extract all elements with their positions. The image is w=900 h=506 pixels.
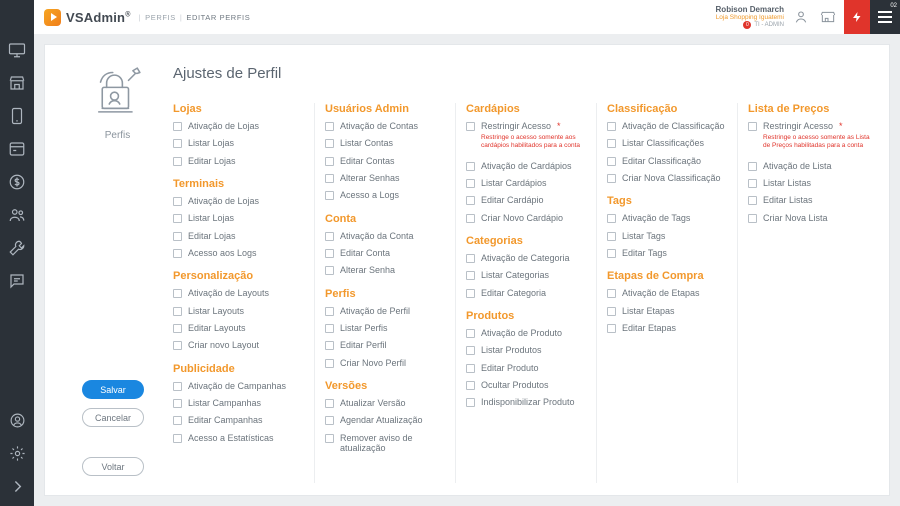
checkbox-box[interactable] bbox=[607, 122, 616, 131]
checkbox-box[interactable] bbox=[466, 196, 475, 205]
checkbox-box[interactable] bbox=[325, 232, 334, 241]
tools-icon[interactable] bbox=[7, 238, 27, 258]
permission-checkbox[interactable] bbox=[325, 231, 447, 241]
group-title: Conta bbox=[325, 212, 357, 225]
mobile-icon[interactable] bbox=[7, 106, 27, 126]
checkbox-box[interactable] bbox=[466, 214, 475, 223]
checkbox-box[interactable] bbox=[607, 214, 616, 223]
permissions-column bbox=[737, 103, 878, 483]
group-title: Versões bbox=[325, 380, 368, 393]
permissions-columns bbox=[173, 103, 879, 483]
permission-checkbox[interactable] bbox=[607, 138, 729, 148]
checkbox-label: Ativação de Campanhas bbox=[188, 380, 287, 391]
checkbox-box[interactable] bbox=[607, 157, 616, 166]
logo-text bbox=[66, 10, 131, 25]
permission-checkbox[interactable] bbox=[325, 138, 447, 148]
permission-checkbox[interactable] bbox=[607, 156, 729, 166]
checkbox-box[interactable] bbox=[466, 254, 475, 263]
checkbox-label: Editar Listas bbox=[763, 195, 813, 206]
permissions-column bbox=[455, 103, 596, 483]
permission-checkbox[interactable] bbox=[748, 213, 870, 223]
group-title: Perfis bbox=[325, 287, 356, 300]
checkbox-label: Ativação de Lojas bbox=[188, 121, 260, 131]
checkbox-box[interactable] bbox=[748, 122, 757, 131]
checkbox-label: Listar Layouts bbox=[188, 305, 245, 316]
permission-group bbox=[607, 103, 729, 183]
menu-button[interactable] bbox=[870, 0, 900, 34]
page-title: Ajustes de Perfil bbox=[173, 65, 282, 82]
permission-checkbox[interactable] bbox=[173, 306, 306, 316]
permission-checkbox[interactable] bbox=[466, 195, 588, 205]
checkbox-label: Editar Tags bbox=[622, 248, 667, 259]
user-info[interactable] bbox=[716, 5, 784, 30]
store-icon[interactable] bbox=[7, 73, 27, 93]
permission-group bbox=[325, 380, 447, 453]
permission-checkbox[interactable] bbox=[325, 398, 447, 408]
checkbox-label: Editar Lojas bbox=[188, 230, 236, 241]
checkbox-box[interactable] bbox=[466, 329, 475, 338]
checkbox-label: Editar Perfil bbox=[340, 340, 387, 351]
permissions-column bbox=[173, 103, 314, 483]
permission-checkbox[interactable] bbox=[173, 248, 306, 258]
checkbox-label: Listar Produtos bbox=[481, 345, 542, 356]
checkbox-box[interactable] bbox=[325, 324, 334, 333]
menu-bar-1 bbox=[878, 11, 892, 13]
checkbox-label: Editar Contas bbox=[340, 155, 395, 166]
checkbox-box[interactable] bbox=[173, 307, 182, 316]
group-title: Personalização bbox=[173, 270, 254, 283]
checkbox-box[interactable] bbox=[607, 232, 616, 241]
checkbox-label: Editar Lojas bbox=[188, 155, 236, 166]
checkbox-label: Editar Conta bbox=[340, 248, 391, 259]
checkbox-box[interactable] bbox=[607, 174, 616, 183]
group-title: Publicidade bbox=[173, 362, 235, 375]
checkbox-label: Acesso a Estatísticas bbox=[188, 432, 274, 443]
user-role-row bbox=[716, 21, 784, 29]
checkbox-box[interactable] bbox=[325, 157, 334, 166]
permission-checkbox[interactable] bbox=[466, 213, 588, 223]
permission-checkbox[interactable] bbox=[607, 288, 729, 298]
persona-block bbox=[65, 61, 170, 141]
permission-group bbox=[607, 270, 729, 333]
checkbox-label: Atualizar Versão bbox=[340, 398, 406, 409]
checkbox-box[interactable] bbox=[325, 249, 334, 258]
people-icon[interactable] bbox=[7, 205, 27, 225]
breadcrumb-item-perfis[interactable]: PERFIS bbox=[145, 12, 176, 22]
permission-checkbox[interactable] bbox=[607, 121, 729, 131]
group-title: Tags bbox=[607, 195, 632, 208]
checkbox-box[interactable] bbox=[325, 191, 334, 200]
notification-badge[interactable]: 0 bbox=[743, 21, 751, 29]
checkbox-box[interactable] bbox=[173, 249, 182, 258]
checkbox-label: Alterar Senha bbox=[340, 265, 396, 276]
persona-label: Perfis bbox=[104, 130, 131, 141]
checkbox-box[interactable] bbox=[325, 307, 334, 316]
permission-checkbox[interactable] bbox=[173, 340, 306, 350]
save-button[interactable]: Salvar bbox=[82, 380, 144, 399]
permission-checkbox[interactable] bbox=[173, 381, 306, 391]
avatar-icon[interactable] bbox=[791, 7, 811, 27]
checkbox-box[interactable] bbox=[173, 214, 182, 223]
checkbox-box[interactable] bbox=[748, 214, 757, 223]
permission-checkbox[interactable] bbox=[748, 121, 870, 131]
permission-checkbox[interactable] bbox=[325, 340, 447, 350]
permission-checkbox[interactable] bbox=[173, 196, 306, 206]
checkbox-box[interactable] bbox=[325, 174, 334, 183]
group-title: Terminais bbox=[173, 178, 225, 191]
group-title: Classificação bbox=[607, 103, 678, 115]
checkbox-box[interactable] bbox=[173, 341, 182, 350]
group-title: Usuários Admin bbox=[325, 103, 409, 115]
checkbox-label: Listar Cardápios bbox=[481, 177, 547, 188]
group-title: Etapas de Compra bbox=[607, 270, 704, 283]
checkbox-label: Listar Listas bbox=[763, 177, 812, 188]
checkbox-box[interactable] bbox=[748, 179, 757, 188]
checkbox-label: Editar Cardápio bbox=[481, 195, 544, 206]
checkbox-label: Remover aviso de atualização bbox=[340, 432, 413, 454]
checkbox-box[interactable] bbox=[466, 364, 475, 373]
checkbox-label: Ativação da Conta bbox=[340, 230, 414, 241]
checkbox-label: Listar Etapas bbox=[622, 305, 675, 316]
checkbox-label: Alterar Senhas bbox=[340, 173, 400, 184]
permission-checkbox[interactable] bbox=[466, 380, 588, 390]
menu-bar-2 bbox=[878, 16, 892, 18]
checkbox-box[interactable] bbox=[607, 249, 616, 258]
user-store: Loja Shopping Iguatemi bbox=[715, 13, 784, 21]
permission-group bbox=[325, 103, 447, 201]
permission-checkbox[interactable] bbox=[466, 270, 588, 280]
checkbox-label: Editar Categoria bbox=[481, 287, 547, 298]
group-title: Produtos bbox=[466, 310, 515, 322]
menu-bar-3 bbox=[878, 21, 892, 23]
card-icon[interactable] bbox=[7, 139, 27, 159]
checkbox-box[interactable] bbox=[325, 341, 334, 350]
chat-icon[interactable] bbox=[7, 271, 27, 291]
checkbox-box[interactable] bbox=[173, 157, 182, 166]
required-asterisk: * bbox=[839, 121, 843, 131]
checkbox-box[interactable] bbox=[748, 162, 757, 171]
checkbox-label: Criar Novo Cardápio bbox=[481, 212, 564, 223]
permission-group bbox=[173, 178, 306, 258]
permission-checkbox[interactable] bbox=[173, 231, 306, 241]
permission-checkbox[interactable] bbox=[607, 306, 729, 316]
checkbox-label: Criar Nova Lista bbox=[763, 212, 828, 223]
checkbox-box[interactable] bbox=[466, 122, 475, 131]
checkbox-box[interactable] bbox=[173, 139, 182, 148]
top-bar-right bbox=[716, 0, 900, 34]
group-title: Cardápios bbox=[466, 103, 520, 115]
permissions-column bbox=[596, 103, 737, 483]
checkbox-box[interactable] bbox=[607, 307, 616, 316]
checkbox-box[interactable] bbox=[325, 359, 334, 368]
alert-button[interactable] bbox=[844, 0, 870, 34]
checkbox-box[interactable] bbox=[173, 324, 182, 333]
checkbox-box[interactable] bbox=[173, 289, 182, 298]
checkbox-label: Ativação de Perfil bbox=[340, 305, 411, 316]
permission-checkbox[interactable] bbox=[466, 253, 588, 263]
permission-checkbox[interactable] bbox=[173, 213, 306, 223]
user-role: TI - ADMIN bbox=[754, 21, 784, 28]
permission-group bbox=[466, 235, 588, 298]
checkbox-box[interactable] bbox=[607, 324, 616, 333]
checkbox-box[interactable] bbox=[325, 266, 334, 275]
permission-group bbox=[466, 103, 588, 223]
checkbox-box[interactable] bbox=[325, 139, 334, 148]
permission-checkbox[interactable] bbox=[325, 173, 447, 183]
money-icon[interactable] bbox=[7, 172, 27, 192]
permission-checkbox[interactable] bbox=[173, 433, 306, 443]
permission-group bbox=[173, 363, 306, 443]
permission-checkbox[interactable] bbox=[607, 231, 729, 241]
checkbox-label: Listar Lojas bbox=[188, 138, 235, 149]
left-icon-rail bbox=[0, 0, 34, 506]
checkbox-box[interactable] bbox=[607, 289, 616, 298]
permission-checkbox[interactable] bbox=[173, 288, 306, 298]
permission-checkbox[interactable] bbox=[325, 306, 447, 316]
checkbox-label: Ativação de Tags bbox=[622, 213, 691, 224]
permission-checkbox[interactable] bbox=[466, 363, 588, 373]
permission-checkbox[interactable] bbox=[325, 156, 447, 166]
checkbox-box[interactable] bbox=[466, 346, 475, 355]
permission-checkbox[interactable] bbox=[748, 161, 870, 171]
permission-group bbox=[173, 103, 306, 166]
checkbox-label: Ativação de Layouts bbox=[188, 288, 270, 299]
checkbox-box[interactable] bbox=[466, 398, 475, 407]
group-title: Lista de Preços bbox=[748, 103, 830, 115]
user-icon[interactable] bbox=[7, 410, 27, 430]
checkbox-label: Editar Campanhas bbox=[188, 415, 263, 426]
user-name: Robison Demarch bbox=[715, 4, 784, 14]
checkbox-label: Indisponibilizar Produto bbox=[481, 397, 575, 408]
checkbox-label: Listar Classificações bbox=[622, 138, 705, 149]
permission-checkbox[interactable] bbox=[466, 121, 588, 131]
required-asterisk: * bbox=[557, 121, 561, 131]
profile-illustration-icon bbox=[83, 61, 153, 119]
permissions-column bbox=[314, 103, 455, 483]
checkbox-label: Restringir Acesso bbox=[763, 121, 834, 131]
checkbox-label: Criar Novo Perfil bbox=[340, 357, 407, 368]
permission-checkbox[interactable] bbox=[466, 161, 588, 171]
checkbox-label: Ativação de Etapas bbox=[622, 288, 700, 299]
group-note: Restringe o acesso somente aos cardápios habilitados para a conta bbox=[481, 134, 581, 150]
checkbox-box[interactable] bbox=[173, 416, 182, 425]
profile-settings-card bbox=[44, 44, 890, 496]
back-button[interactable]: Voltar bbox=[82, 457, 144, 476]
permission-checkbox[interactable] bbox=[173, 138, 306, 148]
permission-checkbox[interactable] bbox=[325, 121, 447, 131]
group-note: Restringe o acesso somente as Lista de Preços habilitadas para a conta bbox=[763, 134, 870, 150]
checkbox-box[interactable] bbox=[325, 399, 334, 408]
permission-checkbox[interactable] bbox=[466, 288, 588, 298]
checkbox-label: Ativação de Lojas bbox=[188, 196, 260, 207]
checkbox-label: Ativação de Contas bbox=[340, 121, 419, 131]
play-logo-icon bbox=[44, 9, 61, 26]
checkbox-box[interactable] bbox=[466, 271, 475, 280]
permission-checkbox[interactable] bbox=[607, 248, 729, 258]
checkbox-label: Listar Campanhas bbox=[188, 398, 262, 409]
checkbox-box[interactable] bbox=[173, 434, 182, 443]
permission-group bbox=[748, 103, 870, 223]
checkbox-box[interactable] bbox=[466, 179, 475, 188]
checkbox-label: Ativação de Produto bbox=[481, 328, 563, 338]
permission-checkbox[interactable] bbox=[325, 323, 447, 333]
permission-checkbox[interactable] bbox=[466, 328, 588, 338]
permission-checkbox[interactable] bbox=[325, 265, 447, 275]
checkbox-box[interactable] bbox=[466, 381, 475, 390]
checkbox-label: Criar novo Layout bbox=[188, 340, 260, 351]
permission-checkbox[interactable] bbox=[173, 323, 306, 333]
checkbox-box[interactable] bbox=[607, 139, 616, 148]
checkbox-label: Listar Tags bbox=[622, 230, 666, 241]
checkbox-box[interactable] bbox=[173, 382, 182, 391]
checkbox-label: Acesso a Logs bbox=[340, 190, 400, 201]
permission-group bbox=[466, 310, 588, 408]
checkbox-box[interactable] bbox=[466, 162, 475, 171]
permission-checkbox[interactable] bbox=[173, 398, 306, 408]
permission-checkbox[interactable] bbox=[325, 248, 447, 258]
checkbox-label: Listar Contas bbox=[340, 138, 394, 149]
checkbox-box[interactable] bbox=[325, 122, 334, 131]
breadcrumb-separator-1: | bbox=[138, 12, 142, 22]
permission-group bbox=[325, 288, 447, 368]
monitor-icon[interactable] bbox=[7, 40, 27, 60]
checkbox-label: Listar Categorias bbox=[481, 270, 550, 281]
app-logo[interactable] bbox=[44, 9, 131, 26]
permission-checkbox[interactable] bbox=[325, 433, 447, 454]
permission-checkbox[interactable] bbox=[466, 345, 588, 355]
permission-checkbox[interactable] bbox=[607, 323, 729, 333]
permission-checkbox[interactable] bbox=[173, 156, 306, 166]
gear-icon[interactable] bbox=[7, 443, 27, 463]
checkbox-label: Ativação de Cardápios bbox=[481, 160, 572, 171]
permission-checkbox[interactable] bbox=[607, 213, 729, 223]
checkbox-label: Editar Layouts bbox=[188, 323, 246, 334]
checkbox-label: Ocultar Produtos bbox=[481, 380, 549, 391]
checkbox-box[interactable] bbox=[173, 122, 182, 131]
checkbox-box[interactable] bbox=[325, 434, 334, 443]
permission-checkbox[interactable] bbox=[607, 173, 729, 183]
checkbox-label: Listar Perfis bbox=[340, 323, 388, 334]
checkbox-box[interactable] bbox=[173, 232, 182, 241]
permission-group bbox=[173, 270, 306, 350]
checkbox-box[interactable] bbox=[466, 289, 475, 298]
checkbox-box[interactable] bbox=[173, 399, 182, 408]
checkbox-box[interactable] bbox=[173, 197, 182, 206]
checkbox-box[interactable] bbox=[748, 196, 757, 205]
breadcrumb-item-editar-perfis: EDITAR PERFIS bbox=[186, 12, 251, 22]
breadcrumb bbox=[139, 13, 251, 22]
permission-group bbox=[325, 213, 447, 276]
permission-group bbox=[607, 195, 729, 258]
checkbox-label: Editar Etapas bbox=[622, 323, 677, 334]
checkbox-label: Acesso aos Logs bbox=[188, 248, 257, 259]
permission-checkbox[interactable] bbox=[173, 415, 306, 425]
checkbox-label: Editar Produto bbox=[481, 362, 539, 373]
expand-icon[interactable] bbox=[7, 476, 27, 496]
permission-checkbox[interactable] bbox=[325, 415, 447, 425]
checkbox-label: Ativação de Classificação bbox=[622, 121, 725, 131]
top-bar bbox=[34, 0, 900, 34]
permission-checkbox[interactable] bbox=[325, 358, 447, 368]
permission-checkbox[interactable] bbox=[748, 195, 870, 205]
logo-registered-mark: ® bbox=[125, 11, 131, 19]
group-title: Lojas bbox=[173, 103, 202, 115]
checkbox-label: Ativação de Categoria bbox=[481, 252, 570, 263]
checkbox-box[interactable] bbox=[325, 416, 334, 425]
checkbox-label: Agendar Atualização bbox=[340, 415, 423, 426]
checkbox-label: Listar Lojas bbox=[188, 213, 235, 224]
store-switch-icon[interactable] bbox=[818, 7, 838, 27]
logo-text-label: VSAdmin bbox=[66, 9, 126, 25]
permission-checkbox[interactable] bbox=[748, 178, 870, 188]
cancel-button[interactable]: Cancelar bbox=[82, 408, 144, 427]
checkbox-label: Criar Nova Classificação bbox=[622, 173, 721, 184]
checkbox-label: Ativação de Lista bbox=[763, 160, 832, 171]
checkbox-label: Editar Classificação bbox=[622, 155, 702, 166]
permission-checkbox[interactable] bbox=[466, 397, 588, 407]
permission-checkbox[interactable] bbox=[325, 190, 447, 200]
breadcrumb-separator-2: | bbox=[179, 12, 183, 22]
permission-checkbox[interactable] bbox=[466, 178, 588, 188]
menu-count: 02 bbox=[890, 3, 897, 9]
permission-checkbox[interactable] bbox=[173, 121, 306, 131]
checkbox-label: Restringir Acesso bbox=[481, 121, 552, 131]
group-title: Categorias bbox=[466, 234, 523, 247]
